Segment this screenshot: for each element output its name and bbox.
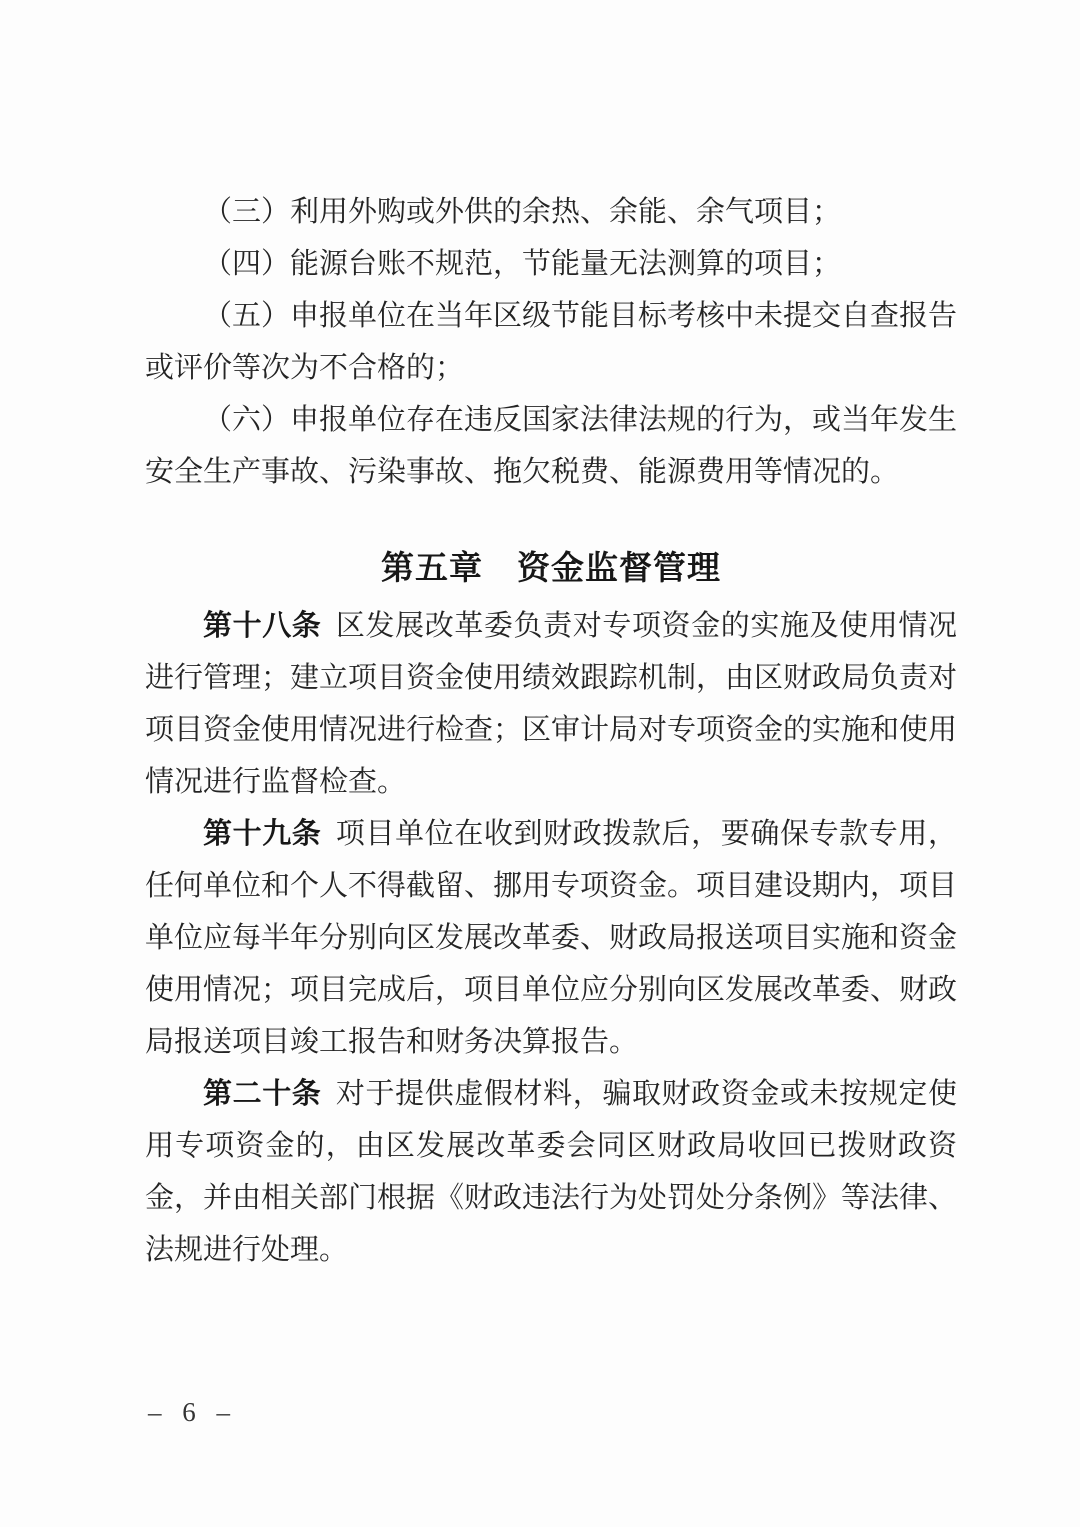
article-20-label: 第二十条 <box>203 1078 322 1110</box>
clause-item-5: （五）申报单位在当年区级节能目标考核中未提交自查报告或评价等次为不合格的； <box>145 300 958 384</box>
clause-item-4: （四）能源台账不规范，节能量无法测算的项目； <box>203 248 842 280</box>
article-18-label: 第十八条 <box>203 610 322 642</box>
article-20 <box>145 1068 957 1276</box>
page-number: – 6 – <box>148 1397 232 1427</box>
clause-item-6: （六）申报单位存在违反国家法律法规的行为，或当年发生安全生产事故、污染事故、拖欠税费、能源费用等情况的。 <box>145 404 958 488</box>
article-19 <box>145 808 957 1068</box>
document-body <box>145 186 957 1276</box>
article-18-text: 区发展改革委负责对专项资金的实施及使用情况进行管理；建立项目资金使用绩效跟踪机制，由区财政局负责对项目资金使用情况进行检查；区审计局对专项资金的实施和使用情况进行监督检查。 <box>145 610 958 798</box>
article-18 <box>145 600 957 808</box>
article-19-text: 项目单位在收到财政拨款后，要确保专款专用，任何单位和个人不得截留、挪用专项资金。项目建设期内，项目单位应每半年分别向区发展改革委、财政局报送项目实施和资金使用情况；项目完成后，项目单位应分别向区发展改革委、财政局报送项目竣工报告和财务决算报告。 <box>145 818 958 1058</box>
clause-item-3: （三）利用外购或外供的余热、余能、余气项目； <box>203 196 842 228</box>
article-19-label: 第十九条 <box>203 818 322 850</box>
chapter-heading: 第五章 资金监督管理 <box>381 549 721 586</box>
article-20-text: 对于提供虚假材料，骗取财政资金或未按规定使用专项资金的，由区发展改革委会同区财政局收回已拨财政资金，并由相关部门根据《财政违法行为处罚处分条例》等法律、法规进行处理。 <box>145 1078 958 1266</box>
